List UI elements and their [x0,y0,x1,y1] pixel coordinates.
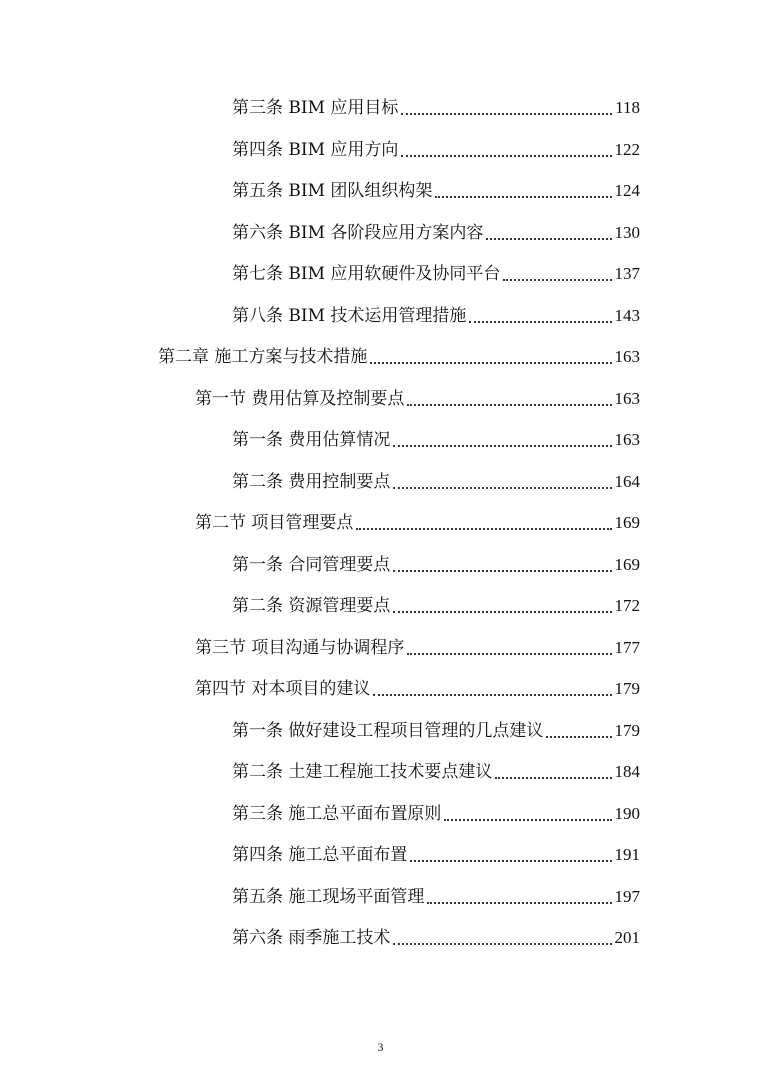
dot-leader [356,528,611,530]
dot-leader [401,113,612,115]
dot-leader [435,196,611,198]
toc-entry-page: 172 [614,596,640,615]
toc-entry[interactable] [232,420,640,460]
toc-entry-title: 第二条 土建工程施工技术要点建议 [232,762,493,782]
toc-entry-title: 第三节 项目沟通与协调程序 [195,637,405,658]
toc-entry[interactable] [232,794,640,834]
dot-leader [486,238,611,240]
toc-entry[interactable] [232,130,640,170]
toc-entry[interactable] [195,669,640,709]
toc-entry[interactable] [232,296,640,336]
toc-entry-title: 第三条 BIM 应用目标 [232,98,399,118]
toc-entry-page: 197 [614,886,640,906]
dot-leader [370,362,611,364]
dot-leader [427,902,611,904]
toc-entry-page: 163 [614,388,640,408]
toc-entry-page: 201 [614,928,640,947]
toc-entry-title: 第一节 费用估算及控制要点 [195,388,405,409]
toc-entry-page: 169 [614,513,640,532]
toc-entry-page: 163 [614,430,640,449]
toc-entry-title: 第八条 BIM 技术运用管理措施 [232,305,467,326]
toc-entry[interactable] [232,586,640,626]
toc-entry-page: 177 [614,637,640,657]
dot-leader [444,819,611,821]
dot-leader [546,736,611,738]
toc-entry-title: 第五条 BIM 团队组织构架 [232,181,433,201]
toc-entry[interactable] [232,752,640,792]
dot-leader [410,860,611,862]
dot-leader [393,570,611,572]
toc-entry-title: 第一条 合同管理要点 [232,554,391,575]
dot-leader [393,487,611,489]
toc-entry-title: 第六条 雨季施工技术 [232,928,391,948]
toc-entry-title: 第一条 做好建设工程项目管理的几点建议 [232,720,544,741]
toc-entry-page: 118 [615,98,640,117]
toc-entry-title: 第二章 施工方案与技术措施 [158,347,368,367]
toc-entry[interactable] [232,918,640,958]
toc-entry-page: 143 [614,305,640,325]
toc-entry-title: 第三条 施工总平面布置原则 [232,803,442,824]
toc-entry[interactable] [232,254,640,294]
toc-entry[interactable] [195,628,640,668]
toc-entry-page: 130 [614,222,640,242]
toc-entry[interactable] [232,545,640,585]
toc-entry-page: 190 [614,803,640,823]
toc-entry-title: 第四条 施工总平面布置 [232,845,408,865]
toc-entry-page: 137 [614,264,640,283]
toc-entry[interactable] [232,877,640,917]
toc-entry-page: 179 [614,720,640,740]
toc-entry-page: 122 [614,139,640,159]
toc-entry-title: 第二节 项目管理要点 [195,513,354,533]
dot-leader [503,279,611,281]
dot-leader [393,611,611,613]
dot-leader [393,943,611,945]
toc-entry-page: 164 [614,471,640,491]
toc-entry[interactable] [232,711,640,751]
toc-entry[interactable] [158,337,640,377]
dot-leader [393,445,611,447]
toc-entry-title: 第四节 对本项目的建议 [195,679,371,699]
toc-entry[interactable] [195,503,640,543]
dot-leader [495,777,611,779]
toc-entry-title: 第六条 BIM 各阶段应用方案内容 [232,222,484,243]
toc-entry[interactable] [195,379,640,419]
toc-entry-page: 184 [614,762,640,781]
toc-entry-title: 第七条 BIM 应用软硬件及协同平台 [232,264,501,284]
toc-entry-page: 124 [614,181,640,200]
toc-entry[interactable] [232,171,640,211]
toc-entry-title: 第一条 费用估算情况 [232,430,391,450]
toc-entry-page: 163 [614,347,640,366]
toc-entry-page: 169 [614,554,640,574]
toc-entry-page: 179 [614,679,640,698]
dot-leader [407,653,611,655]
toc-entry-title: 第四条 BIM 应用方向 [232,139,399,160]
toc-entry[interactable] [232,88,640,128]
dot-leader [373,694,611,696]
page-number: 3 [377,1040,384,1054]
toc-entry[interactable] [232,213,640,253]
dot-leader [401,155,611,157]
toc-entry-title: 第二条 资源管理要点 [232,596,391,616]
dot-leader [407,404,611,406]
dot-leader [469,321,611,323]
toc-entry[interactable] [232,835,640,875]
toc-entry[interactable] [232,462,640,502]
toc-entry-title: 第二条 费用控制要点 [232,471,391,492]
toc-entry-title: 第五条 施工现场平面管理 [232,886,425,907]
toc-entry-page: 191 [614,845,640,864]
